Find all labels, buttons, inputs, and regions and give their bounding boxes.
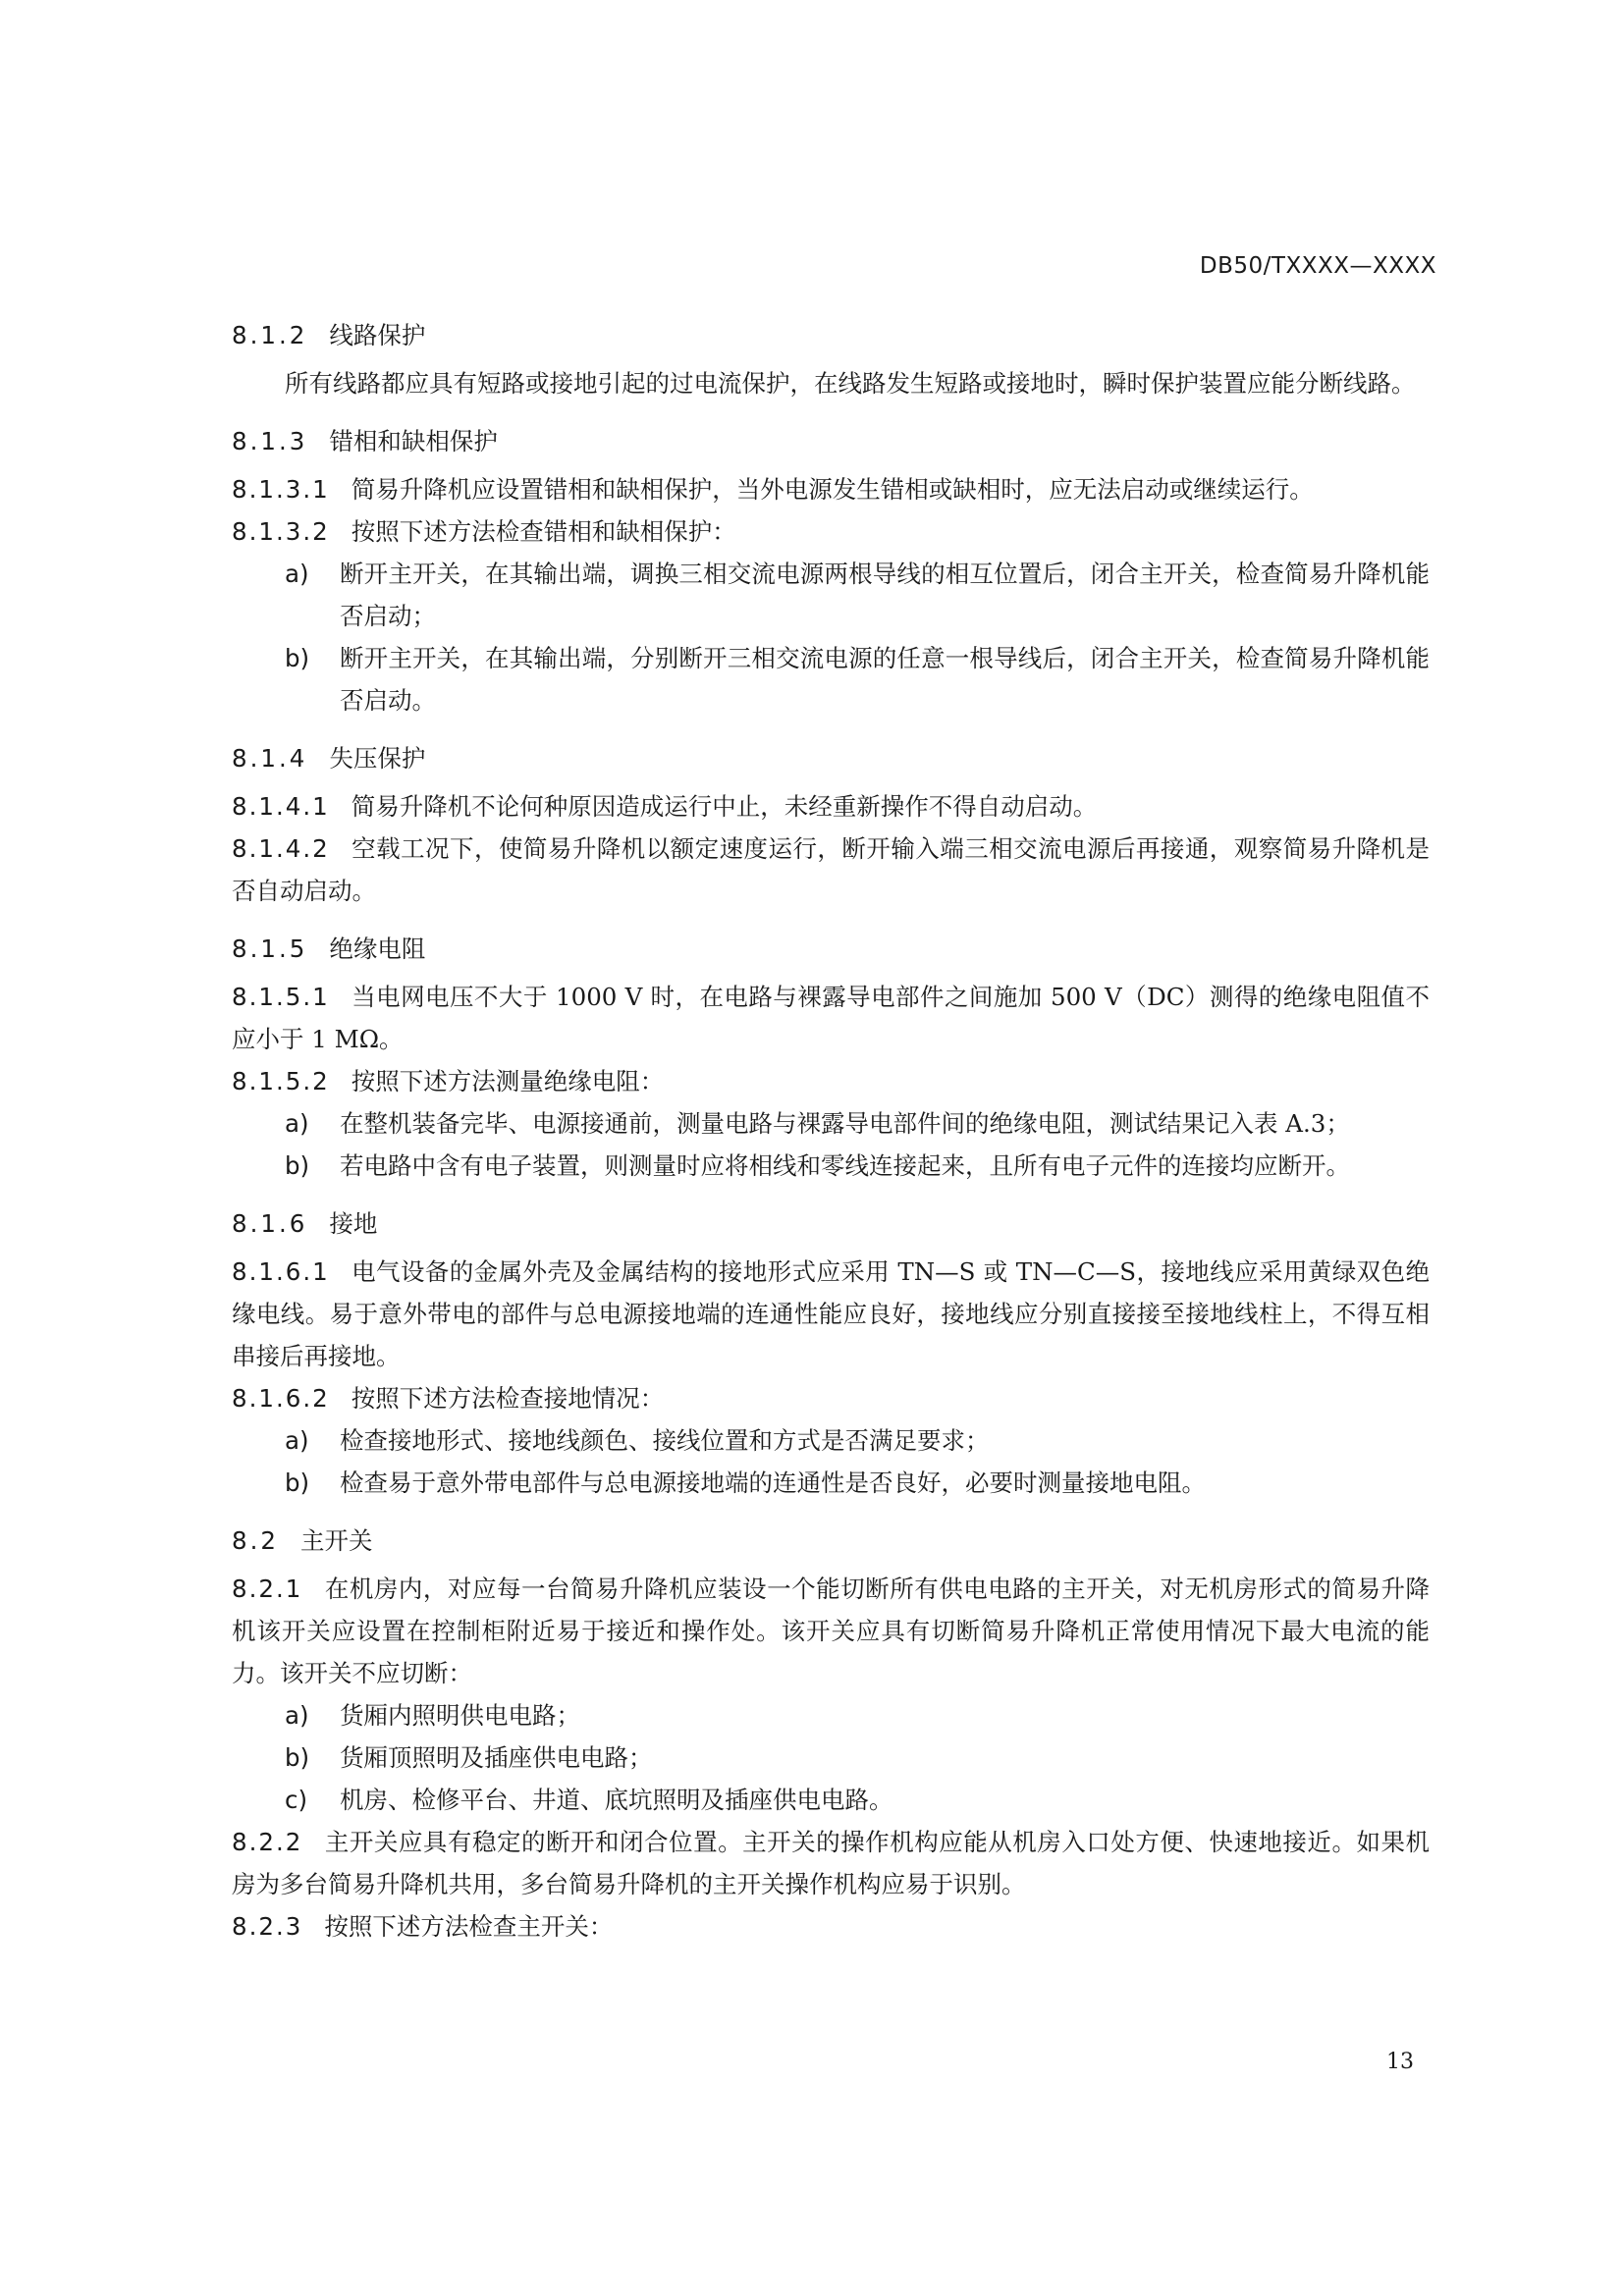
list-marker: b)	[285, 1151, 310, 1180]
section-number: 8.1.3	[232, 427, 308, 455]
clause-text: 空载工况下，使简易升降机以额定速度运行，断开输入端三相交流电源后再接通，观察简易升降机是否自动启动。	[232, 834, 1430, 905]
document-body	[232, 314, 1430, 1948]
clause-number: 8.1.6.2	[232, 1384, 330, 1413]
list-item	[232, 637, 1430, 721]
list-marker: b)	[285, 1743, 310, 1772]
clause-number: 8.1.4.2	[232, 834, 330, 863]
section-number: 8.1.2	[232, 321, 308, 349]
clause-number: 8.1.6.1	[232, 1257, 330, 1286]
section-title: 线路保护	[329, 321, 426, 349]
list-item	[232, 1102, 1430, 1145]
section-number: 8.1.5	[232, 934, 308, 963]
list-item	[232, 1462, 1430, 1504]
section-heading	[232, 928, 1430, 970]
list-marker: a)	[285, 560, 309, 588]
list-marker: a)	[285, 1701, 309, 1730]
section-title: 接地	[329, 1209, 378, 1238]
list-item-text: 机房、检修平台、井道、底坑照明及插座供电电路。	[340, 1786, 893, 1814]
clause-text: 按照下述方法测量绝缘电阻：	[351, 1067, 665, 1095]
clause-number: 8.2.2	[232, 1828, 303, 1856]
list-marker: a)	[285, 1426, 309, 1455]
list-marker: b)	[285, 1468, 310, 1497]
list-item	[232, 1694, 1430, 1736]
document-code: DB50/TXXXX—XXXX	[1199, 253, 1436, 279]
section-number: 8.1.4	[232, 744, 308, 773]
clause	[232, 1060, 1430, 1102]
list-item-text: 断开主开关，在其输出端，分别断开三相交流电源的任意一根导线后，闭合主开关，检查简易升降机能否启动。	[340, 644, 1430, 715]
list-item-text: 断开主开关，在其输出端，调换三相交流电源两根导线的相互位置后，闭合主开关，检查简易升降机能否启动；	[340, 560, 1430, 630]
section-number: 8.2	[232, 1526, 279, 1555]
clause-number: 8.1.3.1	[232, 475, 330, 504]
clause	[232, 785, 1430, 828]
list-item-text: 货厢顶照明及插座供电电路；	[340, 1743, 653, 1772]
page-number: 13	[1386, 2050, 1414, 2074]
section-heading	[232, 314, 1430, 356]
section-heading	[232, 737, 1430, 779]
clause	[232, 828, 1430, 912]
list-item	[232, 1779, 1430, 1821]
clause	[232, 1568, 1430, 1694]
list-item	[232, 1736, 1430, 1779]
clause	[232, 510, 1430, 553]
clause-number: 8.1.5.1	[232, 983, 330, 1011]
section-heading	[232, 1520, 1430, 1562]
clause-text: 简易升降机不论何种原因造成运行中止，未经重新操作不得自动启动。	[351, 792, 1098, 821]
section-title: 绝缘电阻	[329, 934, 426, 963]
clause-text: 按照下述方法检查主开关：	[324, 1912, 614, 1941]
clause-number: 8.2.3	[232, 1912, 303, 1941]
clause-text: 按照下述方法检查错相和缺相保护：	[351, 517, 736, 546]
section-title: 主开关	[299, 1526, 373, 1555]
section-number: 8.1.6	[232, 1209, 308, 1238]
list-item	[232, 553, 1430, 637]
clause-number: 8.1.4.1	[232, 792, 330, 821]
section-title: 错相和缺相保护	[329, 427, 498, 455]
list-item-text: 检查接地形式、接地线颜色、接线位置和方式是否满足要求；	[340, 1426, 990, 1455]
list-item-text: 若电路中含有电子装置，则测量时应将相线和零线连接起来，且所有电子元件的连接均应断开。	[340, 1151, 1350, 1180]
clause	[232, 1251, 1430, 1377]
clause-text: 按照下述方法检查接地情况：	[351, 1384, 665, 1413]
clause-number: 8.1.5.2	[232, 1067, 330, 1095]
list-item-text: 检查易于意外带电部件与总电源接地端的连通性是否良好，必要时测量接地电阻。	[340, 1468, 1206, 1497]
list-marker: b)	[285, 644, 310, 672]
clause	[232, 468, 1430, 510]
clause	[232, 1905, 1430, 1948]
list-item-text: 货厢内照明供电电路；	[340, 1701, 580, 1730]
clause-text: 简易升降机应设置错相和缺相保护，当外电源发生错相或缺相时，应无法启动或继续运行。	[351, 475, 1314, 504]
section-heading	[232, 1202, 1430, 1245]
section-heading	[232, 420, 1430, 462]
clause	[232, 976, 1430, 1060]
list-marker: c)	[285, 1786, 308, 1814]
clause-text: 在机房内，对应每一台简易升降机应装设一个能切断所有供电电路的主开关，对无机房形式的简易升降机该开关应设置在控制柜附近易于接近和操作处。该开关应具有切断简易升降机正常使用情况下最大电流的能力。该开关不应切断：	[232, 1575, 1430, 1687]
clause-number: 8.1.3.2	[232, 517, 330, 546]
list-item	[232, 1419, 1430, 1462]
paragraph: 所有线路都应具有短路或接地引起的过电流保护，在线路发生短路或接地时，瞬时保护装置应能分断线路。	[285, 369, 1416, 398]
list-item-text: 在整机装备完毕、电源接通前，测量电路与裸露导电部件间的绝缘电阻，测试结果记入表 A.3；	[340, 1109, 1350, 1138]
clause-text: 主开关应具有稳定的断开和闭合位置。主开关的操作机构应能从机房入口处方便、快速地接近。如果机房为多台简易升降机共用，多台简易升降机的主开关操作机构应易于识别。	[232, 1828, 1430, 1898]
section-title: 失压保护	[329, 744, 426, 773]
list-item	[232, 1145, 1430, 1187]
clause-text: 当电网电压不大于 1000 V 时，在电路与裸露导电部件之间施加 500 V（DC）测得的绝缘电阻值不应小于 1 MΩ。	[232, 983, 1430, 1053]
list-marker: a)	[285, 1109, 309, 1138]
clause	[232, 1377, 1430, 1419]
clause-number: 8.2.1	[232, 1575, 303, 1603]
clause-text: 电气设备的金属外壳及金属结构的接地形式应采用 TN—S 或 TN—C—S，接地线应采用黄绿双色绝缘电线。易于意外带电的部件与总电源接地端的连通性能应良好，接地线应分别直接接至接地线柱上，不得互相串接后再接地。	[232, 1257, 1430, 1370]
clause	[232, 1821, 1430, 1905]
